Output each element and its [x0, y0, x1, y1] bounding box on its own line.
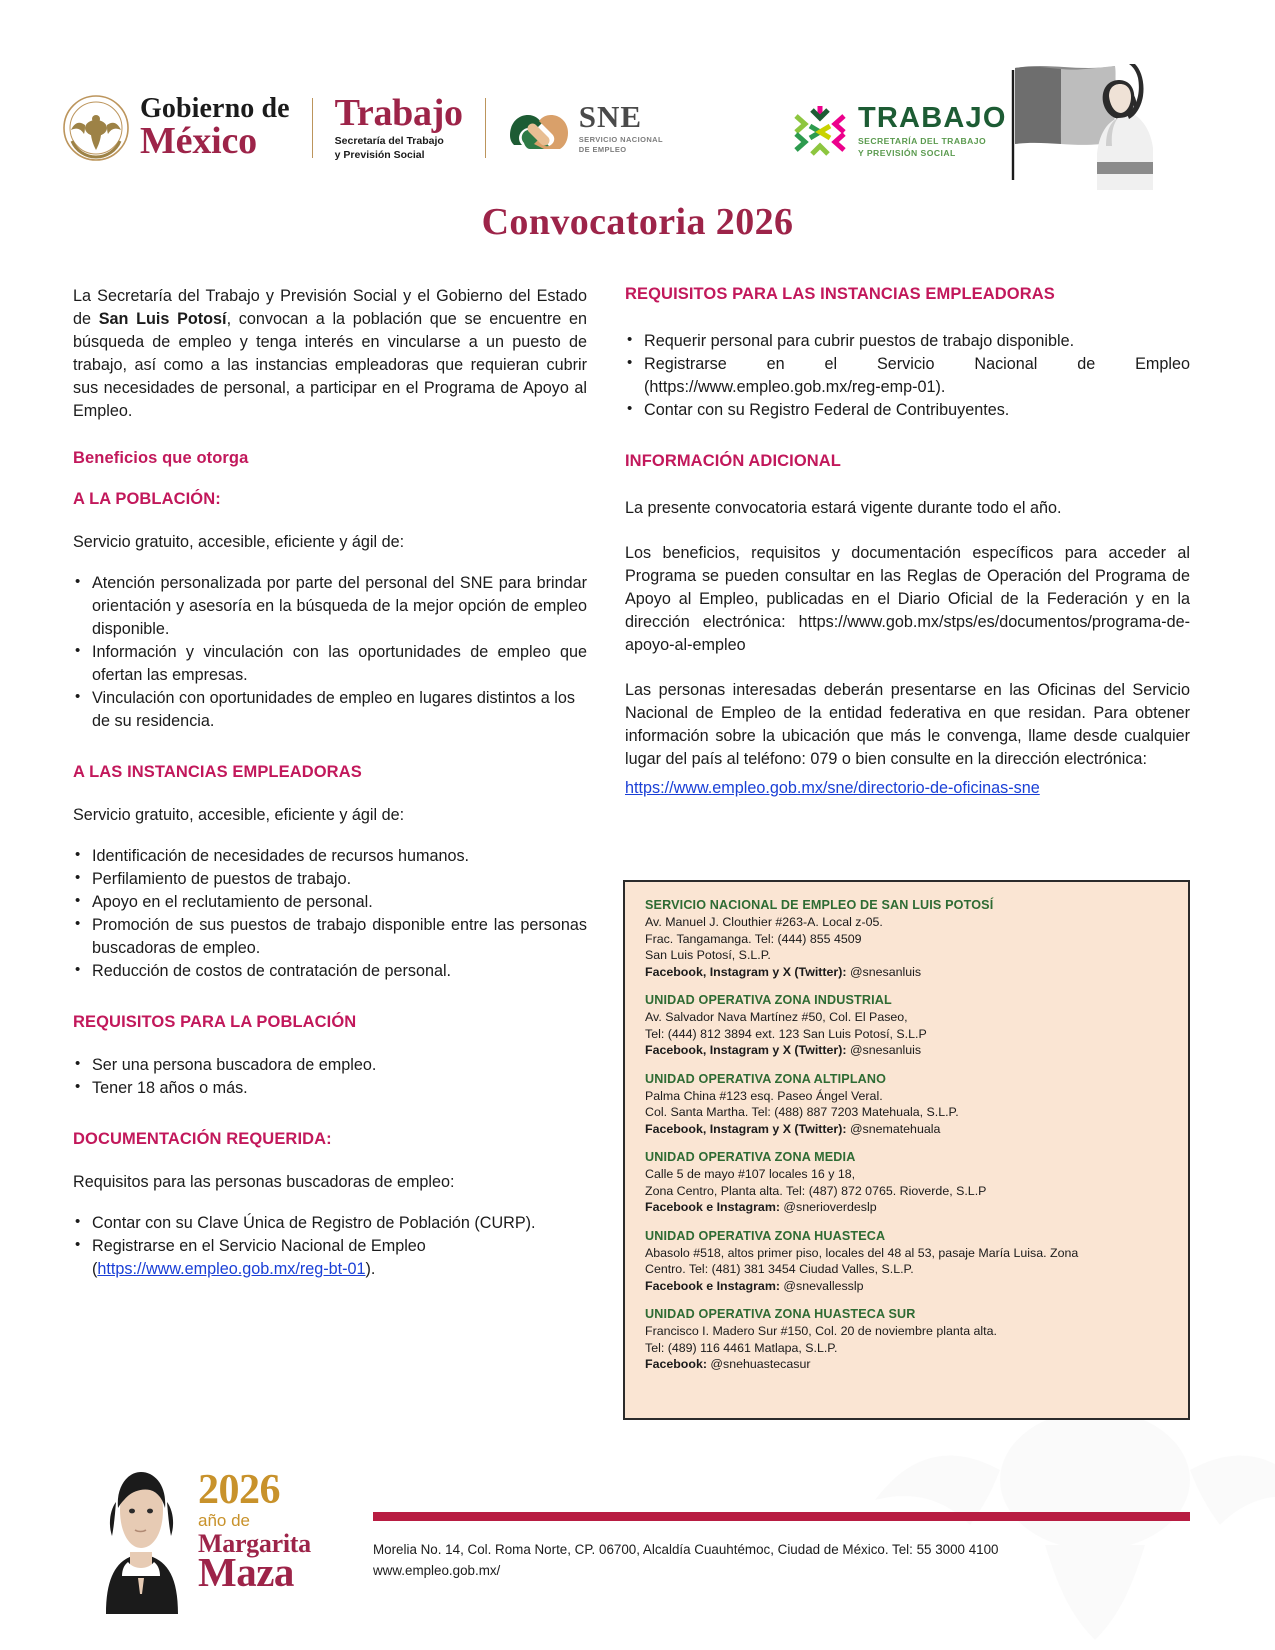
footer-address-block [373, 1540, 1193, 1582]
list-item: • Tener 18 años o más. [73, 1077, 587, 1100]
contact-social [645, 964, 1170, 981]
list-item: • Contar con su Clave Única de Registro de Población (CURP). [73, 1212, 587, 1235]
list-item: • Registrarse en el Servicio Nacional de Empleo (https://www.empleo.gob.mx/reg-emp-01). [625, 353, 1190, 399]
list-item: • Perfilamiento de puestos de trabajo. [73, 868, 587, 891]
intro-part-b: , convocan a la población que se encuentre en búsqueda de empleo y tenga interés en vincularse a un puesto de trabajo, así como a las instancias empleadoras que requieran cubrir sus necesidades de personal, a participar en el Programa de Apoyo al Empleo. [73, 310, 587, 420]
right-column [625, 285, 1190, 800]
list-item: • Apoyo en el reclutamiento de personal. [73, 891, 587, 914]
contact-line: Centro. Tel: (481) 381 3454 Ciudad Valles, S.L.P. [645, 1262, 914, 1276]
trabajo-secretaria-logo [792, 104, 1007, 160]
contact-line: Zona Centro, Planta alta. Tel: (487) 872 0765. Rioverde, S.L.P [645, 1183, 987, 1198]
servicio-intro-poblacion: Servicio gratuito, accesible, eficiente y ágil de: [73, 533, 405, 551]
heading-informacion-adicional: INFORMACIÓN ADICIONAL [625, 452, 841, 470]
contact-entry [645, 1307, 1170, 1373]
maza-last-name: Maza [198, 1549, 294, 1596]
contact-social [645, 1356, 1170, 1373]
instancias-benefit-list [73, 845, 587, 983]
flag-woman-illustration [1005, 62, 1155, 192]
contact-entry [645, 993, 1170, 1059]
contact-title: UNIDAD OPERATIVA ZONA ALTIPLANO [645, 1071, 887, 1086]
contact-social [645, 1042, 1170, 1059]
social-label: Facebook, Instagram y X (Twitter): [645, 1121, 847, 1136]
doc-bullet-2-text: Registrarse en el Servicio Nacional de Empleo [92, 1237, 426, 1255]
gobierno-line1: Gobierno de [140, 93, 290, 125]
footer-address: Morelia No. 14, Col. Roma Norte, CP. 06700, Alcaldía Cuauhtémoc, Ciudad de México. Tel: 55 3000 4100 [373, 1542, 999, 1557]
heading-a-las-instancias: A LAS INSTANCIAS EMPLEADORAS [73, 763, 362, 781]
social-label: Facebook: [645, 1357, 707, 1371]
list-item: • Identificación de necesidades de recursos humanos. [73, 845, 587, 868]
list-item: • Atención personalizada por parte del personal del SNE para brindar orientación y asesoría en la búsqueda de la mejor opción de empleo disponible. [73, 572, 587, 641]
social-handle: @snerioverdeslp [783, 1200, 877, 1214]
contact-title: UNIDAD OPERATIVA ZONA INDUSTRIAL [645, 993, 892, 1007]
paren-close: ). [365, 1260, 376, 1278]
trabajo-right-sub-line2: Y PREVISIÓN SOCIAL [858, 148, 956, 158]
contact-title: UNIDAD OPERATIVA ZONA MEDIA [645, 1150, 856, 1164]
contact-social [645, 1121, 1170, 1138]
contact-line: Frac. Tangamanga. Tel: (444) 855 4509 [645, 931, 862, 946]
info-paragraph-2: Los beneficios, requisitos y documentación específicos para acceder al Programa se pueden consultar en las Reglas de Operación del Programa de Apoyo al Empleo, publicadas en el Diario Oficial de la Federación y en la dirección electrónica: https://www.gob.mx/stps/es/documentos/programa-de-apoyo-al-empleo [625, 544, 1190, 654]
contact-title: UNIDAD OPERATIVA ZONA HUASTECA [645, 1228, 886, 1243]
requisitos-instancias-list [625, 330, 1190, 422]
social-label: Facebook, Instagram y X (Twitter): [645, 964, 847, 979]
contact-social [645, 1278, 1170, 1295]
contact-line: Abasolo #518, altos primer piso, locales del 48 al 53, pasaje María Luisa. Zona [645, 1245, 1079, 1260]
list-item: • Información y vinculación con las oportunidades de empleo que ofertan las empresas. [73, 641, 587, 687]
mexico-seal-icon [63, 95, 129, 161]
state-name: San Luis Potosí [98, 310, 227, 328]
footer-website: www.empleo.gob.mx/ [373, 1562, 501, 1578]
contact-title: SERVICIO NACIONAL DE EMPLEO DE SAN LUIS POTOSÍ [645, 898, 994, 912]
contact-offices-box [623, 880, 1190, 1420]
social-label: Facebook, Instagram y X (Twitter): [645, 1043, 847, 1057]
heading-documentacion: DOCUMENTACIÓN REQUERIDA: [73, 1130, 332, 1148]
left-column [73, 285, 587, 1281]
contact-entry [645, 1150, 1170, 1216]
social-label: Facebook e Instagram: [645, 1200, 780, 1214]
poblacion-benefit-list [73, 572, 587, 733]
list-item: • Reducción de costos de contratación de personal. [73, 960, 587, 983]
gobierno-de-mexico-logo [63, 92, 663, 164]
trabajo-sub-line2: y Previsión Social [334, 148, 425, 161]
contact-line: Tel: (444) 812 3894 ext. 123 San Luis Potosí, S.L.P [645, 1026, 927, 1041]
contact-entry [645, 1072, 1170, 1138]
contact-entry [645, 1229, 1170, 1295]
list-item: • Ser una persona buscadora de empleo. [73, 1054, 587, 1077]
trabajo-right-sub-line1: SECRETARÍA DEL TRABAJO [858, 136, 987, 147]
social-handle: @snematehuala [849, 1121, 941, 1136]
requisitos-poblacion-list [73, 1054, 587, 1100]
servicio-intro-instancias: Servicio gratuito, accesible, eficiente y ágil de: [73, 806, 405, 824]
trabajo-wordmark: Trabajo [334, 92, 463, 135]
contact-line: San Luis Potosí, S.L.P. [645, 948, 771, 962]
contact-line: Palma China #123 esq. Paseo Ángel Veral. [645, 1088, 883, 1103]
gobierno-line2: México [140, 119, 257, 162]
intro-part-a: La Secretaría del Trabajo y Previsión Social y el Gobierno del Estado de [73, 287, 587, 328]
documentacion-intro: Requisitos para las personas buscadoras de empleo: [73, 1173, 455, 1191]
sne-sub-line1: SERVICIO NACIONAL [578, 135, 663, 145]
contact-line: Calle 5 de mayo #107 locales 16 y 18, [645, 1167, 856, 1181]
gobierno-de-mexico-wordmark [140, 93, 290, 162]
footer-divider [373, 1512, 1190, 1521]
list-item: • Requerir personal para cubrir puestos de trabajo disponible. [625, 330, 1190, 353]
documentacion-list [73, 1212, 587, 1281]
social-handle: @snehuastecasur [710, 1357, 811, 1371]
social-handle: @snesanluis [849, 1043, 922, 1057]
header-divider-2 [485, 98, 486, 158]
sne-logo [508, 101, 663, 155]
trabajo-sub-line1: Secretaría del Trabajo [334, 135, 444, 148]
trabajo-star-icon [792, 104, 848, 160]
contact-social [645, 1199, 1170, 1216]
info-paragraph-3: Las personas interesadas deberán presentarse en las Oficinas del Servicio Nacional de Empleo de la entidad federativa en que residan. Para obtener información sobre la ubicación que más le convenga, llame desde cualquier lugar del país al teléfono: 079 o bien consulte en la dirección electrónica: [625, 681, 1190, 768]
trabajo-stps-logo [335, 94, 463, 161]
registro-bt-link[interactable]: https://www.empleo.gob.mx/reg-bt-01 [97, 1260, 366, 1278]
directorio-paragraph [625, 777, 1190, 800]
heading-requisitos-instancias: REQUISITOS PARA LAS INSTANCIAS EMPLEADORAS [625, 285, 1055, 303]
list-item: • Promoción de sus puestos de trabajo disponible entre las personas buscadoras de empleo. [73, 914, 587, 960]
contact-line: Av. Manuel J. Clouthier #263-A. Local z-05. [645, 915, 883, 929]
maza-ano-de: año de [198, 1511, 250, 1531]
maza-first-name: Margarita [198, 1528, 311, 1558]
sne-abbr: SNE [578, 99, 643, 135]
heading-a-la-poblacion: A LA POBLACIÓN: [73, 490, 221, 508]
contact-title: UNIDAD OPERATIVA ZONA HUASTECA SUR [645, 1307, 916, 1321]
info-paragraph-1: La presente convocatoria estará vigente durante todo el año. [625, 499, 1062, 517]
list-item: • Contar con su Registro Federal de Contribuyentes. [625, 399, 1190, 422]
page-title: Convocatoria 2026 [481, 201, 794, 243]
margarita-maza-logo [88, 1462, 318, 1622]
maza-year: 2026 [198, 1467, 280, 1513]
margarita-maza-portrait [88, 1466, 192, 1616]
header-divider-1 [312, 98, 313, 158]
contact-line: Tel: (489) 116 4461 Matlapa, S.L.P. [645, 1340, 838, 1355]
intro-paragraph [73, 285, 587, 423]
handshake-icon [508, 105, 570, 151]
maza-wordmark [198, 1467, 328, 1596]
heading-requisitos-poblacion: REQUISITOS PARA LA POBLACIÓN [73, 1013, 357, 1031]
sne-sub-line2: DE EMPLEO [578, 145, 627, 154]
list-item: • Vinculación con oportunidades de empleo en lugares distintos a los de su residencia. [73, 687, 587, 733]
social-handle: @snesanluis [849, 964, 922, 979]
heading-beneficios: Beneficios que otorga [73, 449, 249, 467]
social-label: Facebook e Instagram: [645, 1278, 780, 1293]
social-handle: @snevallesslp [783, 1278, 864, 1293]
contact-line: Av. Salvador Nava Martínez #50, Col. El Paseo, [645, 1010, 908, 1024]
list-item [73, 1235, 587, 1281]
directorio-oficinas-link[interactable]: https://www.empleo.gob.mx/sne/directorio-de-oficinas-sne [625, 779, 1040, 797]
page-header [0, 0, 1275, 195]
contact-line: Col. Santa Martha. Tel: (488) 887 7203 Matehuala, S.L.P. [645, 1105, 959, 1119]
trabajo-right-wordmark: TRABAJO [858, 102, 1007, 135]
contact-line: Francisco I. Madero Sur #150, Col. 20 de noviembre planta alta. [645, 1324, 997, 1338]
contact-entry [645, 898, 1170, 980]
paren-open: ( [92, 1260, 98, 1278]
